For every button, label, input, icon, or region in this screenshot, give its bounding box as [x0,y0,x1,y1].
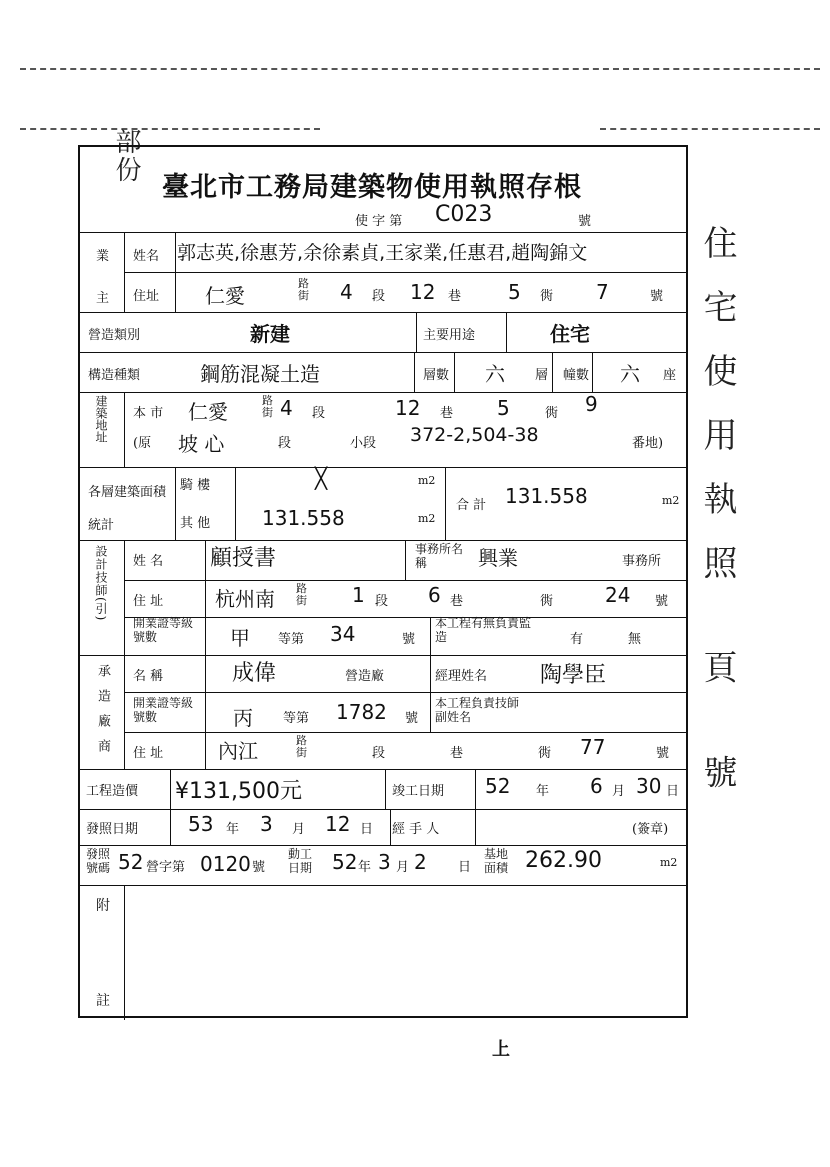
page-title: 臺北市工務局建築物使用執照存根 [162,172,582,203]
owner-alley: 5 [508,280,521,304]
designer-lane-label: 巷 [450,594,464,609]
designer-label: 設計技師(引) [94,545,108,622]
other-value: 131.558 [262,506,345,530]
start-day: 2 [414,850,427,874]
site-lane: 12 [395,396,421,420]
contractor-grade-label: 等第 [283,711,310,726]
base-area-unit: m2 [660,856,678,869]
designer-road-label: 路街 [296,582,307,607]
complete-day-label: 日 [666,784,680,799]
owner-number: 7 [596,280,609,304]
complete-month-label: 月 [612,784,626,799]
site-land-section-label: 段 [278,436,292,451]
start-month: 3 [378,850,391,874]
owner-district: 仁愛 [205,284,245,308]
site-land-section: 坡 心 [178,432,225,456]
designer-yes: 有 [570,632,584,647]
designer-name-value: 顧授書 [210,546,277,571]
contractor-grade: 丙 [233,706,253,730]
total-unit: m2 [662,494,680,507]
floors-value: 六 [485,362,505,386]
owner-name-value: 郭志英,徐惠芳,余徐素貞,王家業,任惠君,趙陶錦文 [177,242,588,264]
prev-permit-suffix: 號 [252,860,266,875]
contractor-cert-no: 1782 [336,700,387,724]
designer-name-label: 姓 名 [133,554,164,569]
floors-label: 層數 [423,368,450,383]
area-label: 各層建築面積統計 [88,485,167,533]
permit-number: C023 [435,202,493,227]
total-label: 合 計 [456,498,487,513]
site-lot-label: 番地) [632,436,664,451]
handler-label: 經 手 人 [392,822,440,837]
owner-section-label: 段 [372,289,386,304]
contractor-manager-label: 經理姓名 [435,669,488,684]
owner-road-label: 路街 [298,277,309,302]
designer-grade-label: 等第 [278,632,305,647]
contractor-road-label: 路街 [296,734,307,759]
footer-mark: 上 [492,1039,510,1060]
owner-label-bottom: 主 [96,291,110,306]
site-alley: 5 [497,396,510,420]
designer-office-suffix: 事務所 [622,554,662,569]
issue-month-label: 月 [292,822,306,837]
construction-type-value: 新建 [250,322,290,346]
structure-label: 構造種類 [88,368,141,383]
site-label: 建築地址 [94,395,108,443]
other-unit: m2 [418,512,436,525]
complete-day: 30 [636,774,662,798]
contractor-alley-label: 衖 [538,746,552,761]
prev-permit-label: 發照號碼 [86,847,111,876]
complete-year-label: 年 [536,784,550,799]
site-road-label: 路街 [262,394,273,419]
remarks-top: 附 [96,898,110,914]
scan-dash-3 [600,128,820,130]
start-label: 動工日期 [288,847,313,876]
site-city: 本 市 [133,406,164,421]
contractor-number-label: 號 [656,746,670,761]
site-section-label: 段 [312,406,326,421]
construction-type-label: 營造類別 [88,328,141,343]
buildings-unit: 座 [663,368,677,383]
prev-permit-number: 52 [118,850,144,874]
remarks-bottom: 註 [96,993,110,1009]
site-alley-label: 衖 [545,406,559,421]
base-area-value: 262.90 [525,848,602,873]
start-day-label: 日 [458,860,472,875]
designer-grade: 甲 [230,626,250,650]
site-lane-label: 巷 [440,406,454,421]
contractor-addr-label: 住 址 [133,746,164,761]
contractor-name-label: 名 稱 [133,669,164,684]
designer-lane: 6 [428,583,441,607]
owner-lane: 12 [410,280,436,304]
arcade-value: ╳ [315,466,328,490]
designer-section: 1 [352,583,365,607]
start-month-label: 月 [396,860,410,875]
designer-section-label: 段 [375,594,389,609]
owner-number-label: 號 [650,289,664,304]
total-value: 131.558 [505,484,588,508]
complete-label: 竣工日期 [392,784,445,799]
start-year: 52 [332,850,358,874]
contractor-cert-suffix: 號 [405,711,419,726]
contractor-label: 承造廠商 [95,664,110,764]
site-lot: 372-2,504-38 [410,424,539,446]
margin-note: 部份 [111,128,141,184]
start-year-label: 年 [358,860,372,875]
site-number: 9 [585,392,598,416]
designer-number-label: 號 [655,594,669,609]
owner-alley-label: 衖 [540,289,554,304]
owner-addr-label: 住址 [133,289,160,304]
scan-dash-top [20,68,820,70]
permit-suffix: 號 [578,214,592,229]
scan-dash-2 [20,128,320,130]
arcade-label: 騎 樓 [180,478,211,493]
main-use-label: 主要用途 [423,328,476,343]
contractor-section-label: 段 [372,746,386,761]
designer-supervise-label: 本工程有無負責監造 [435,616,532,644]
cost-value: ¥131,500元 [175,779,302,804]
prev-permit-prefix: 營字第 [146,860,186,875]
contractor-cert-label: 開業證等級號數 [133,696,194,724]
issue-day: 12 [325,812,351,836]
buildings-label: 幢數 [563,368,590,383]
prev-permit-value: 0120 [200,852,251,876]
cost-label: 工程造價 [86,784,139,799]
other-label: 其 他 [180,516,211,531]
contractor-manager-value: 陶學臣 [540,663,607,688]
designer-cert-suffix: 號 [402,632,416,647]
designer-number: 24 [605,583,631,607]
contractor-number: 77 [580,735,606,759]
contractor-name-value: 成偉 [232,661,277,686]
designer-no: 無 [628,632,642,647]
contractor-engineer-label: 本工程負責技師副姓名 [435,696,520,724]
owner-lane-label: 巷 [448,289,462,304]
buildings-value: 六 [620,362,640,386]
owner-label-top: 業 [96,249,110,264]
site-section: 4 [280,396,293,420]
arcade-unit: m2 [418,474,436,487]
right-margin-text: 住宅使用執照 頁 號 [697,225,737,819]
designer-office-value: 興業 [478,546,518,570]
main-use-value: 住宅 [550,322,590,346]
contractor-road: 內江 [218,739,258,763]
floors-unit: 層 [535,368,549,383]
owner-section: 4 [340,280,353,304]
issue-year-label: 年 [226,822,240,837]
designer-cert-no: 34 [330,622,356,646]
designer-office-label: 事務所名稱 [415,542,464,570]
issue-label: 發照日期 [86,822,139,837]
designer-road: 杭州南 [215,587,275,611]
complete-year: 52 [485,774,511,798]
designer-alley-label: 衖 [540,594,554,609]
site-subsection-label: 小段 [350,436,377,451]
site-district: 仁愛 [188,400,228,424]
base-area-label: 基地面積 [484,847,509,876]
site-orig-label: (原 [133,436,152,451]
designer-cert-label: 開業證等級號數 [133,616,194,644]
sign-label: (簽章) [632,822,669,837]
issue-day-label: 日 [360,822,374,837]
complete-month: 6 [590,774,603,798]
permit-form [78,145,688,1018]
designer-addr-label: 住 址 [133,594,164,609]
issue-year: 53 [188,812,214,836]
issue-month: 3 [260,812,273,836]
contractor-lane-label: 巷 [450,746,464,761]
contractor-name-suffix: 營造廠 [345,669,385,684]
structure-value: 鋼筋混凝土造 [200,362,320,386]
owner-name-label: 姓名 [133,249,160,264]
permit-prefix: 使 字 第 [355,214,403,229]
